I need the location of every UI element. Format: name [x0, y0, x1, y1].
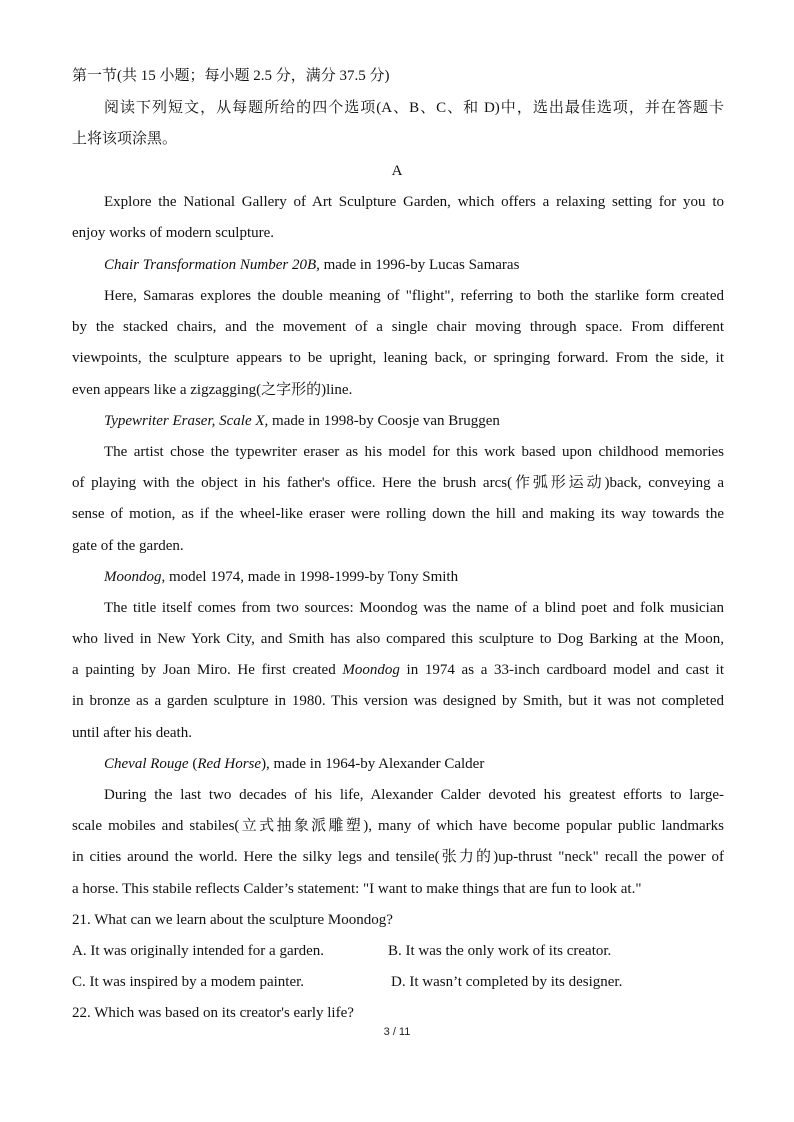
- question-21-stem: 21. What can we learn about the sculpture Moondog?: [72, 912, 393, 928]
- paragraph-line: even appears like a zigzagging(之字形的)line.: [72, 382, 353, 398]
- work-title: Typewriter Eraser, Scale X,: [104, 413, 269, 429]
- paragraph-line: During the last two decades of his life, Alexander Calder devoted his greatest efforts to large-: [104, 787, 724, 803]
- work-title: Moondog: [104, 569, 162, 585]
- work-caption-cheval-rouge: [104, 754, 724, 774]
- intro-line-1: Explore the National Gallery of Art Sculpture Garden, which offers a relaxing setting for you to: [104, 194, 724, 210]
- paragraph-line: gate of the garden.: [72, 538, 184, 554]
- work-caption-typewriter-eraser: [104, 411, 724, 431]
- paragraph-line: viewpoints, the sculpture appears to be upright, leaning back, or springing forward. From the side, it: [72, 350, 724, 366]
- paragraph-line: The artist chose the typewriter eraser as his model for this work based upon childhood memories: [104, 444, 724, 460]
- paragraph-line: The title itself comes from two sources: Moondog was the name of a blind poet and folk musician: [104, 600, 724, 616]
- page-number: 3 / 11: [383, 1026, 411, 1038]
- paragraph-line: a horse. This stabile reflects Calder’s statement: "I want to make things that are fun to look at.": [72, 881, 642, 897]
- question-21-option-d[interactable]: D. It wasn’t completed by its designer.: [391, 974, 623, 990]
- work-caption-text: made in 1998-by Coosje van Bruggen: [268, 413, 500, 429]
- question-21-option-a[interactable]: A. It was originally intended for a garden.: [72, 943, 325, 959]
- work-title: Cheval Rouge: [104, 756, 189, 772]
- paragraph-line: who lived in New York City, and Smith has also compared this sculpture to Dog Barking at the Moon,: [72, 631, 724, 647]
- question-21-option-b[interactable]: B. It was the only work of its creator.: [388, 943, 612, 959]
- paragraph-line: in cities around the world. Here the silky legs and tensile(张力的)up-thrust "neck" recall the power of: [72, 849, 724, 865]
- paragraph-line: scale mobiles and stabiles(立式抽象派雕塑), many of which have become popular public landmarks: [72, 818, 724, 834]
- paragraph-line: sense of motion, as if the wheel-like eraser were rolling down the hill and making its way towards the: [72, 506, 724, 522]
- question-21-option-c[interactable]: C. It was inspired by a modem painter.: [72, 974, 305, 990]
- paragraph-line: [72, 660, 724, 680]
- work-caption-text: , model 1974, made in 1998-1999-by Tony Smith: [161, 569, 459, 585]
- section-heading: 第一节(共 15 小题；每小题 2.5 分，满分 37.5 分): [72, 68, 390, 84]
- work-title: Chair Transformation Number 20B: [104, 257, 317, 273]
- paragraph-text: in 1974 as a 33-inch cardboard model and cast it: [399, 662, 724, 678]
- work-caption-text: (: [188, 756, 198, 772]
- work-title-translation: Red Horse: [197, 756, 262, 772]
- paragraph-line: by the stacked chairs, and the movement of a single chair moving through space. From different: [72, 319, 724, 335]
- inline-work-title: Moondog: [342, 662, 400, 678]
- work-caption-moondog: [104, 567, 724, 587]
- paragraph-text: a painting by Joan Miro. He first created: [72, 662, 343, 678]
- paragraph-line: Here, Samaras explores the double meaning of "flight", referring to both the starlike form created: [104, 288, 724, 304]
- instruction-line-2: 上将该项涂黑。: [72, 131, 178, 147]
- paragraph-line: until after his death.: [72, 725, 192, 741]
- paragraph-line: in bronze as a garden sculpture in 1980. This version was designed by Smith, but it was not completed: [72, 693, 724, 709]
- paragraph-line: of playing with the object in his father's office. Here the brush arcs(作弧形运动)back, conveying a: [72, 475, 724, 491]
- work-caption-chair-transformation: [104, 255, 724, 275]
- work-caption-text: , made in 1996-by Lucas Samaras: [316, 257, 520, 273]
- intro-line-2: enjoy works of modern sculpture.: [72, 225, 275, 241]
- instruction-line-1: 阅读下列短文，从每题所给的四个选项(A、B、C、和 D)中，选出最佳选项，并在答题卡: [104, 100, 724, 116]
- passage-label: A: [391, 163, 403, 179]
- question-22-stem: 22. Which was based on its creator's early life?: [72, 1005, 354, 1021]
- work-caption-text: ), made in 1964-by Alexander Calder: [261, 756, 485, 772]
